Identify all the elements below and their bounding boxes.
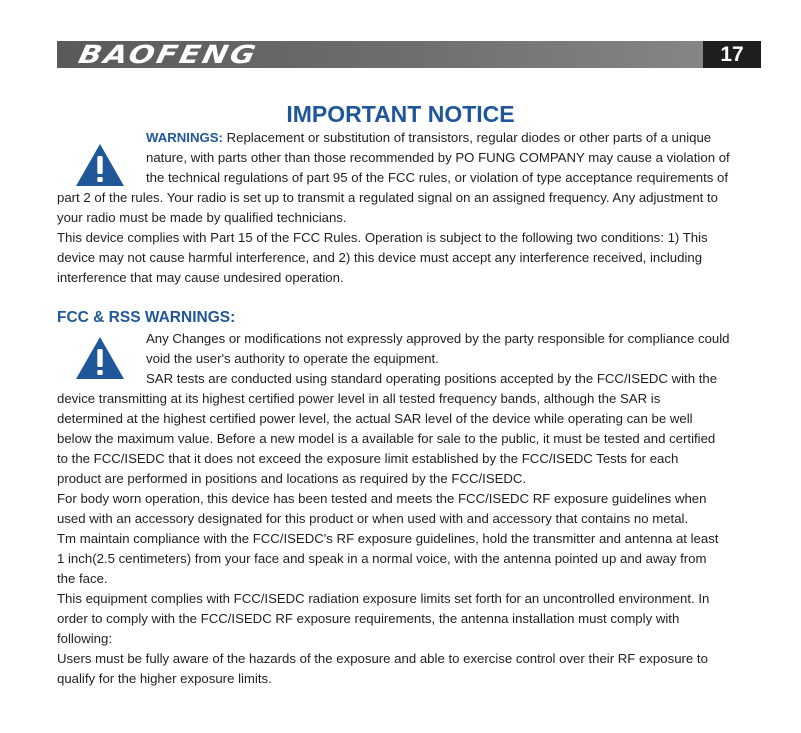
fcc-line: For body worn operation, this device has been tested and meets the FCC/ISEDC RF exposure guidelines when <box>57 491 707 506</box>
fcc-line: This equipment complies with FCC/ISEDC radiation exposure limits set forth for an uncontrolled environment. In <box>57 591 710 606</box>
warning-triangle-icon <box>75 143 125 187</box>
fcc-line: to the FCC/ISEDC that it does not exceed the exposure limit established by the FCC/ISEDC Tests for each <box>57 451 679 466</box>
fcc-heading: FCC & RSS WARNINGS: <box>57 309 236 326</box>
warnings-line: nature, with parts other than those recommended by PO FUNG COMPANY may cause a violation of <box>146 150 730 165</box>
fcc-line: determined at the highest certified power level, the actual SAR level of the device while operating can be well <box>57 411 693 426</box>
warnings-line: part 2 of the rules. Your radio is set up to transmit a regulated signal on an assigned frequency. Any adjustment to <box>57 190 718 205</box>
fcc-line: qualify for the higher exposure limits. <box>57 671 272 686</box>
warning-triangle-icon <box>75 336 125 380</box>
warnings-line: the technical regulations of part 95 of the FCC rules, or violation of type acceptance requirements of <box>146 170 729 185</box>
fcc-line: void the user's authority to operate the equipment. <box>146 351 439 366</box>
brand-logo: BAOFENG <box>76 40 261 69</box>
warnings-text: Replacement or substitution of transistors, regular diodes or other parts of a unique <box>222 130 712 145</box>
fcc-line: product are performed in positions and locations as required by the FCC/ISEDC. <box>57 471 527 486</box>
warnings-line: device may not cause harmful interference, and 2) this device must accept any interference received, including <box>57 250 703 265</box>
warnings-line: interference that may cause undesired operation. <box>57 270 344 285</box>
fcc-line: device transmitting at its highest certified power level in all tested frequency bands, although the SAR is <box>57 391 661 406</box>
warnings-lead: WARNINGS: <box>146 130 223 145</box>
fcc-line: the face. <box>57 571 108 586</box>
fcc-line: Tm maintain compliance with the FCC/ISEDC's RF exposure guidelines, hold the transmitter and antenna at least <box>57 531 719 546</box>
fcc-line: used with an accessory designated for this product or when used with and accessory that contains no metal. <box>57 511 689 526</box>
page-number: 17 <box>703 41 761 68</box>
fcc-line: following: <box>57 631 112 646</box>
warnings-line: This device complies with Part 15 of the FCC Rules. Operation is subject to the following two conditions: 1) This <box>57 230 708 245</box>
fcc-line: 1 inch(2.5 centimeters) from your face and speak in a normal voice, with the antenna pointed up and away from <box>57 551 707 566</box>
page-title: IMPORTANT NOTICE <box>286 101 515 127</box>
page-header <box>57 41 761 68</box>
warnings-line: your radio must be made by qualified technicians. <box>57 210 347 225</box>
warnings-line-0 <box>146 128 711 148</box>
fcc-line: SAR tests are conducted using standard operating positions accepted by the FCC/ISEDC with the <box>146 371 718 386</box>
fcc-line: below the maximum value. Before a new model is a available for sale to the public, it must be tested and certified <box>57 431 716 446</box>
fcc-line: Any Changes or modifications not expressly approved by the party responsible for compliance could <box>146 331 730 346</box>
fcc-line: Users must be fully aware of the hazards of the exposure and able to exercise control over their RF exposure to <box>57 651 708 666</box>
fcc-line: order to comply with the FCC/ISEDC RF exposure requirements, the antenna installation must comply with <box>57 611 680 626</box>
